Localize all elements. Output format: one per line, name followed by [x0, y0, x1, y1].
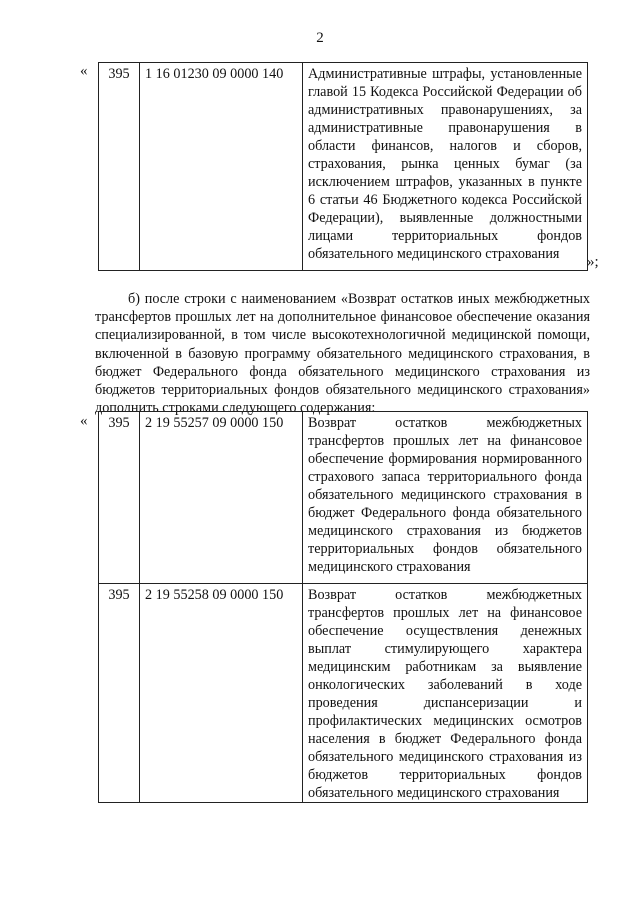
table-row: [99, 584, 588, 803]
table2: [98, 411, 588, 803]
table2-open-quote: «: [80, 413, 88, 429]
paragraph-text: б) после строки с наименованием «Возврат остатков иных межбюджетных трансфертов прошлых лет на дополнительное финансовое обеспечение оказания специализированной, в том числе высокотехнологичной медицинской помощи, включенной в базовую программу обязательного медицинского страхования, в бюджет Федерального фонда обязательного медицинского страхования из бюджетов территориальных фондов обязательного медицинского страхования» дополнить строками следующего содержания:: [95, 291, 590, 417]
description-cell: Возврат остатков межбюджетных трансфертов прошлых лет на финансовое обеспечение формирования нормированного страхового запаса территориального фонда обязательного медицинского страхования в бюджет Федерального фонда обязательного медицинского страхования из бюджетов территориальных фондов обязательного медицинского страхования: [303, 412, 588, 584]
admin-code-cell: 395: [99, 412, 140, 584]
table1-open-quote: «: [80, 63, 88, 79]
description-cell: Возврат остатков межбюджетных трансфертов прошлых лет на финансовое обеспечение осуществления денежных выплат стимулирующего характера медицинским работникам за выявление онкологических заболеваний в ходе проведения диспансеризации и профилактических медицинских осмотров населения в бюджет Федерального фонда обязательного медицинского страхования из бюджетов территориальных фондов обязательного медицинского страхования: [303, 584, 588, 803]
table-row: [99, 63, 588, 271]
admin-code-cell: 395: [99, 584, 140, 803]
budget-code-cell: 1 16 01230 09 0000 140: [140, 63, 303, 271]
table1-close-quote: »;: [587, 254, 599, 270]
amendment-paragraph: [95, 290, 590, 417]
table-row: [99, 412, 588, 584]
table1: [98, 62, 588, 271]
admin-code-cell: 395: [99, 63, 140, 271]
budget-code-cell: 2 19 55257 09 0000 150: [140, 412, 303, 584]
description-cell: Административные штрафы, установленные главой 15 Кодекса Российской Федерации об административных правонарушениях, за административные правонарушения в области финансов, налогов и сборов, страхования, рынка ценных бумаг (за исключением штрафов, указанных в пункте 6 статьи 46 Бюджетного кодекса Российской Федерации), выявленные должностными лицами территориальных фондов обязательного медицинского страхования: [303, 63, 588, 271]
page-number: 2: [316, 30, 324, 46]
budget-code-cell: 2 19 55258 09 0000 150: [140, 584, 303, 803]
